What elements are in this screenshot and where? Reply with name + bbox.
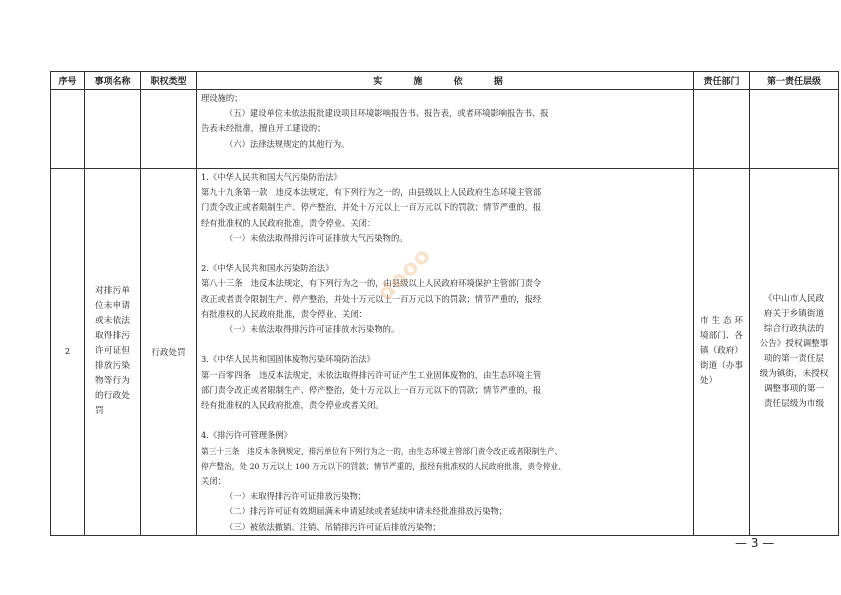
cell-seq: 2 — [51, 169, 85, 536]
basis-line: 第三十三条 违反本条例规定，排污单位有下列行为之一的，由生态环境主管部门责令改正或者限制生产、 — [201, 446, 563, 456]
header-type: 职权类型 — [141, 72, 197, 90]
header-row — [51, 72, 839, 90]
item-line: 的行政处 — [95, 391, 130, 402]
item-line: 位未申请 — [95, 301, 130, 312]
enforcement-table — [50, 71, 839, 536]
basis-line: 1.《中华人民共和国大气污染防治法》 — [201, 172, 342, 182]
basis-line: 经有批准权的人民政府批准，责令停业或者关闭。 — [201, 400, 384, 411]
basis-line: （三）被依法撤销、注销、吊销排污许可证后排放污染物； — [225, 521, 441, 532]
basis-line: 第一百零四条 违反本法规定，未依法取得排污许可证产生工业固体废物的，由生态环境主管 — [201, 369, 542, 380]
cell-basis — [197, 169, 694, 536]
basis-line: 改正或者责令限制生产、停产整治，并处十万元以上一百万元以下的罚款；情节严重的，报经 — [201, 293, 542, 304]
table-row — [51, 169, 839, 536]
basis-line: 4.《排污许可管理条例》 — [201, 430, 292, 441]
header-dept: 责任部门 — [694, 72, 750, 90]
cell-item-name — [85, 169, 141, 536]
dept-line: 街道（办事 — [700, 361, 743, 372]
dept-line: 境部门、各 — [700, 331, 743, 342]
table-row-continued — [51, 90, 839, 169]
basis-line: 停产整治，处 20 万元以上 100 万元以下的罚款；情节严重的，报经有批准权的人民政府批准，责令停业、 — [201, 461, 566, 471]
item-line: 取得排污 — [95, 331, 130, 342]
basis-line: 经有批准权的人民政府批准，责令停业、关闭： — [201, 217, 376, 228]
level-line: 《中山市人民政 — [763, 293, 825, 304]
basis-line: 有批准权的人民政府批准，责令停业、关闭： — [201, 308, 367, 319]
level-line: 责任层级为市级 — [763, 398, 825, 409]
basis-line: 部门责令改正或者限制生产、停产整治，处十万元以上一百万元以下的罚款；情节严重的，报 — [201, 384, 542, 395]
item-line: 或未依法 — [95, 316, 130, 327]
cell-seq-empty — [51, 90, 85, 169]
basis-line: （六）法律法规规定的其他行为。 — [225, 138, 350, 149]
page-number: — 3 — — [735, 536, 775, 550]
header-seq: 序号 — [51, 72, 85, 90]
level-line: 公告》授权调整事 — [759, 338, 829, 349]
cell-item-empty — [85, 90, 141, 169]
basis-line: 告表未经批准，擅自开工建设的； — [201, 123, 326, 134]
basis-line: 门责令改正或者限制生产、停产整治，并处十万元以上一百万元以下的罚款；情节严重的，报 — [201, 202, 542, 213]
level-line: 府关于乡镇街道 — [763, 308, 825, 319]
basis-line: 2.《中华人民共和国水污染防治法》 — [201, 263, 334, 274]
basis-line: （二）排污许可证有效期届满未申请延续或者延续申请未经批准排放污染物； — [225, 506, 508, 517]
dept-line: 处） — [700, 376, 718, 387]
item-line: 罚 — [95, 406, 104, 417]
header-level: 第一责任层级 — [750, 72, 839, 90]
dept-line: 市生态环 — [700, 316, 743, 327]
basis-line: 理设施的； — [201, 93, 243, 103]
cell-dept-empty — [694, 90, 750, 169]
cell-first-level — [750, 169, 839, 536]
item-line: 排放污染 — [95, 361, 130, 372]
item-line: 物等行为 — [95, 376, 130, 387]
basis-line: （一）未依法取得排污许可证排放水污染物的。 — [225, 324, 400, 335]
header-basis: 实 施 依 据 — [197, 72, 694, 90]
dept-line: 镇（政府） — [700, 346, 743, 357]
watermark: dooo — [372, 242, 437, 307]
cell-authority-type: 行政处罚 — [141, 169, 197, 536]
cell-type-empty — [141, 90, 197, 169]
level-line: 项的第一责任层 — [763, 353, 825, 364]
basis-line: 关闭： — [201, 476, 226, 487]
basis-line: （一）未依法取得排污许可证排放大气污染物的。 — [225, 232, 408, 243]
header-item: 事项名称 — [85, 72, 141, 90]
basis-line: 第九十九条第一款 违反本法规定，有下列行为之一的，由县级以上人民政府生态环境主管部 — [201, 187, 542, 198]
basis-line: （一）未取得排污许可证排放污染物； — [225, 491, 367, 502]
level-line: 调整事项的第一 — [763, 383, 825, 394]
item-line: 许可证但 — [95, 346, 130, 357]
item-line: 对排污单 — [95, 286, 130, 297]
level-line: 综合行政执法的 — [763, 323, 825, 334]
basis-line: 3.《中华人民共和国固体废物污染环境防治法》 — [201, 354, 375, 365]
cell-responsible-dept — [694, 169, 750, 536]
level-line: 级为镇街，未授权 — [759, 368, 829, 379]
basis-line: 第八十三条 违反本法规定，有下列行为之一的，由县级以上人民政府环境保护主管部门责令 — [201, 278, 542, 289]
cell-basis-continued — [197, 90, 694, 169]
basis-line: （五）建设单位未依法报批建设项目环境影响报告书、报告表，或者环境影响报告书、报 — [225, 108, 549, 119]
cell-level-empty — [750, 90, 839, 169]
